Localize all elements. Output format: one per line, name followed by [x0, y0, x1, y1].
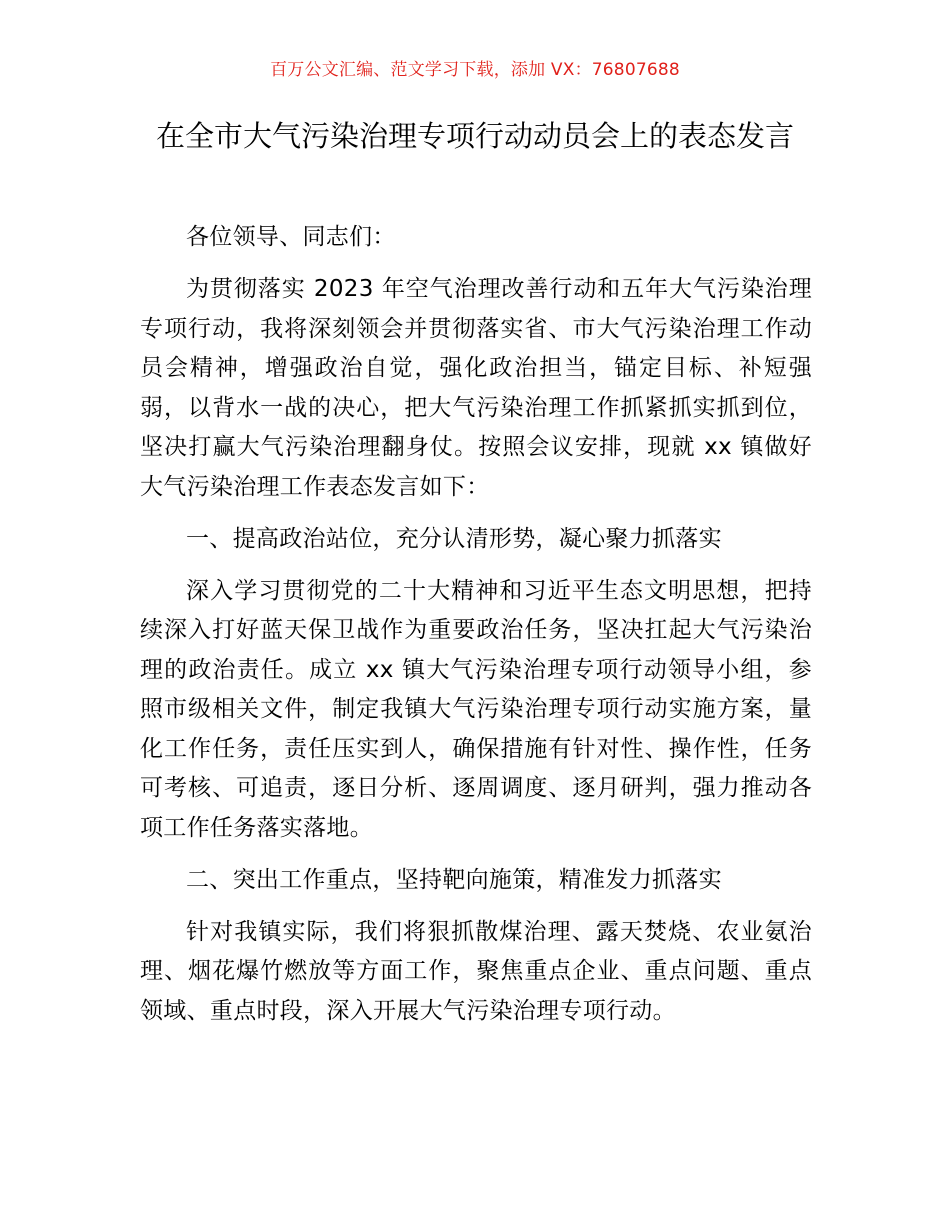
salutation: 各位领导、同志们： [186, 224, 396, 250]
paragraph-section-1: 深入学习贯彻党的二十大精神和习近平生态文明思想，把持续深入打好蓝天保卫战作为重要政治任务，坚决扛起大气污染治理的政治责任。成立 xx 镇大气污染治理专项行动领导小组，参照市级相关文件，制定我镇大气污染治理专项行动实施方案，量化工作任务，责任压实到人，确保措施有针对性、操作性，任务可考核、可追责，逐日分析、逐周调度、逐月研判，强力推动各项工作任务落实落地。 [140, 577, 812, 841]
paragraph-section-2: 针对我镇实际，我们将狠抓散煤治理、露天焚烧、农业氨治理、烟花爆竹燃放等方面工作，聚焦重点企业、重点问题、重点领域、重点时段，深入开展大气污染治理专项行动。 [140, 918, 812, 1024]
header-watermark-note: 百万公文汇编、范文学习下载，添加 VX：76807688 [270, 60, 680, 80]
section-heading-1: 一、提高政治站位，充分认清形势，凝心聚力抓落实 [186, 525, 722, 552]
document-body [140, 218, 812, 1044]
section-heading-2: 二、突出工作重点，坚持靶向施策，精准发力抓落实 [186, 866, 722, 893]
paragraph-intro: 为贯彻落实 2023 年空气治理改善行动和五年大气污染治理专项行动，我将深刻领会并贯彻落实省、市大气污染治理工作动员会精神，增强政治自觉，强化政治担当，锚定目标、补短强弱，以背水一战的决心，把大气污染治理工作抓紧抓实抓到位，坚决打赢大气污染治理翻身仗。按照会议安排，现就 xx 镇做好大气污染治理工作表态发言如下： [140, 276, 812, 500]
document-title: 在全市大气污染治理专项行动动员会上的表态发言 [155, 119, 794, 153]
